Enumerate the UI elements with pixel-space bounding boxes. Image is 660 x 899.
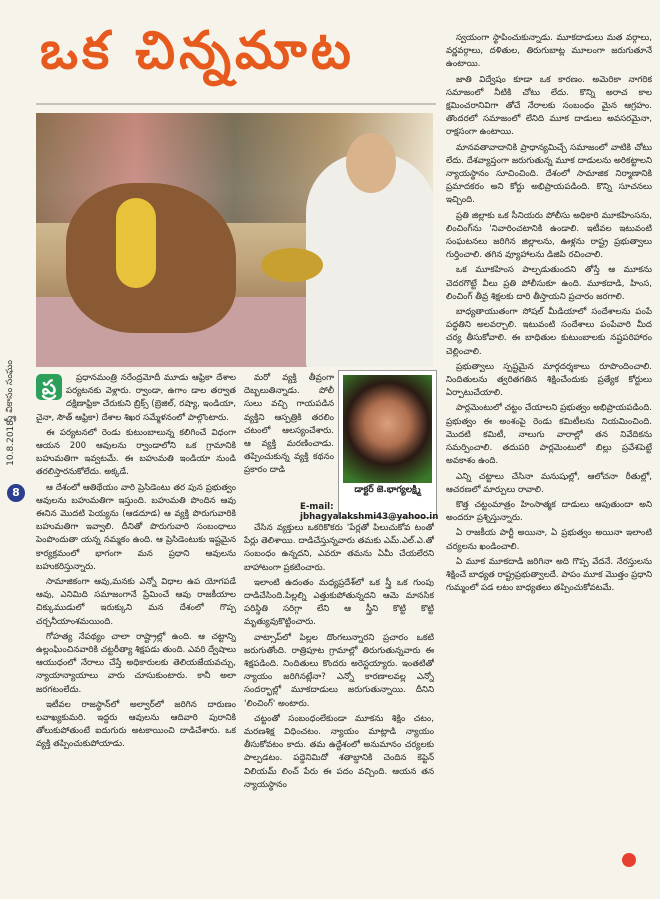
paragraph: ఆ దేశంలో ఆతిథేయం వారి ప్రెసిడెంటు తర పున ప్రభుత్వం ఆవులను బహుమతిగా ఇస్తుంది. బహుమతి పొందిన ఆవు ఈనిన మొదటి పెయ్యను (ఆడదూడ) ఆ వ్యక్తి పొరుగువారికి బహుమతిగా ఇవ్వాలి. దీనితో పొరుగువారి సంబంధాలు పెంపొందుతా యన్న నమ్మకం ఉంది. ఆ ప్రెసిడెంటుకు ఇష్టమైన కార్యక్రమంలో భాగంగా మన ప్రధాని ఆవులను బహుకరిస్తున్నారు. <box>36 482 236 572</box>
paragraph: పార్లమెంటులో చట్టం చేయాలని ప్రభుత్వం అభిప్రాయపడింది. ప్రభుత్వం ఈ అంశంపై రెండు కమిటీలను నియమించింది. మొదటి కమిటీ, నాలుగు వారాల్లో తన నివేదికను సమర్పించాలి. తదుపరి పార్లమెంటులో బిల్లు ప్రవేశపెట్టే అవకాశం ఉంది. <box>446 403 652 467</box>
author-email[interactable]: E-mail: jbhagyalakshmi43@yahoo.in <box>300 502 439 522</box>
paragraph: వాట్సాప్‌లో పిల్లల దొంగలున్నారని ప్రచారం ఒకటి జరుగుతోంది. రాత్రిపూట గ్రామాల్లో తిరుగుతున్నవారు ఈ శిక్షపడింది. నిందితులు కొందరు అరెస్టయ్యారు. ఇంతటితో న్యాయం జరిగినట్లేనా? ఎన్నో కారణాలవల్ల ఎన్నో సందర్భాల్లో మూకదాడులు జరుగుతున్నాయి. దీనిని 'లించింగ్' అంటారు. <box>244 632 434 709</box>
paragraph: గోహత్య నేపథ్యం చాలా రాష్ట్రాల్లో ఉంది. ఆ చట్టాన్ని ఉల్లంఘించినవారికి చట్టరీత్యా శిక్షపడు తుంది. ఎవరి ద్వేషాలు ఆయుధంలో నేరాలు చేస్తే అధికారులకు తెలియజేయవచ్చు, న్యాయాన్యాయాలు వారు చూసుకుంటారు. కానీ అలా జరగటంలేదు. <box>36 631 236 695</box>
paragraph: ప్రధానమంత్రి నరేంద్రమోదీ మూడు ఆఫ్రికా దేశాల పర్యటనకు వెళ్లారు. ర్వాండా, ఉగాం డాల తర్వాత దక్షిణాఫ్రికా చేరుకుని బ్రిక్స్ (బ్రెజిల్, రష్యా, ఇండియా, చైనా, సౌత్ ఆఫ్రికా) దేశాల శిఖర సమ్మేళనంలో పాల్గొంటారు. <box>36 373 236 423</box>
paragraph: జాతి విద్వేషం కూడా ఒక కారణం. అమెరికా నాగరిక సమాజంలో నీటికి చోటు లేదు. కొన్ని అరాచ కాల క్షమించరానివిగా తోచే నేరాలకు సంబంధం మైన ఆగ్రహం. తొందరలో సమాజంలో లేనిది మూక దాడులు అవసరమైనా, రాక్షసంగా ఉంటాయి. <box>446 74 652 138</box>
paragraph: కొత్త చట్టంమాత్రం హింసాత్మక దాడులు ఆపుతుందా అని అందరూ ప్రశ్నిస్తున్నారు. <box>446 499 652 524</box>
issue-date: 10.8.2018 <box>6 420 16 466</box>
paragraph: ఈ పర్యటనలో రెండు కుటుంబాలున్న కలిగించే విధంగా ఆయన 200 ఆవులను ర్వాండాలోని ఒక గ్రామానికి బహుమతిగా ఇవ్వటమే. ఈ బహుమతి ఇండియా నుండి తరలిస్తారనుకోలేదు. అక్కడే. <box>36 427 236 478</box>
paragraph: ఎన్ని చట్టాలు చేసినా మనుషుల్లో, ఆలోచనా రీతుల్లో, ఆచరణలో మార్పులు రావాలి. <box>446 471 652 495</box>
column-3 <box>446 32 652 892</box>
paragraph: స్వయంగా స్థాపించుకున్నాడు. మూకదాడులు మత వర్గాలు, వర్ణవర్గాలు, దళితుల, తిరుగుబాట్ల మూలంగా జరుగుతూనే ఉంటాయి. <box>446 33 652 70</box>
paragraph: ఏ మూక మూకదాడి జరిగినా అది గొప్ప వేదనే. నేరస్తులను శిక్షించే బాధ్యత రాష్ట్రప్రభుత్వాలదే. పాపం మూక మొత్తం ప్రధాని గుమ్మంలో పడ లటం బాధ్యతలు తప్పించుకోవటమే. <box>446 556 652 594</box>
paragraph: ఒక మూకహింస పాల్పడుతుందని తోస్తే ఆ మూకను చెదరగొట్టే వీలు ప్రతి పోలీసుకూ ఉంది. మూకదాడి, హింస, లించింగ్ తీవ్ర శిక్షలకు దారి తీస్తాయని ప్రచారం జరగాలి. <box>446 265 652 302</box>
drop-cap: ప్ర <box>36 374 62 400</box>
paragraph: ఇటీవల రాజస్థాన్‌లో అల్వార్‌లో జరిగిన దారుణం లవాఖ్యకుమరి. ఇద్దరు ఆవులను ఆదివారి పురానికి తోలుకుపోతుంటే ఐదుగురు అటకాయించి దాడిచేశారు. ఒక వ్యక్తి తప్పించుకుపోయాడు. <box>36 699 236 750</box>
paragraph: చేసిన వ్యక్తులు ఒకరికొకరు 'పేర్లతో పిలుచుకోవ టంతో పేర్లు తెలిశాయి. దాడిచేస్తున్నవారు తమకు ఎమ్.ఎల్.ఎ.తో సంబంధం ఉన్నదని, ఎవరూ తమను ఏమీ చేయలేరని బాహాటంగా ప్రకటించారు. <box>244 523 434 573</box>
photo-plate <box>261 248 323 282</box>
paper-name: స్త్రీ వికాసం సంఘం <box>5 360 15 422</box>
divider <box>36 103 436 105</box>
photo-man-head <box>346 133 396 193</box>
author-name: డాక్టర్ జె.భాగ్యలక్ష్మి <box>354 485 421 495</box>
paragraph: బాధ్యతాయుతంగా సోషల్ మీడియాలో సందేశాలను పంపే పద్ధతిని అలవర్చాలి. ఇటువంటి సందేశాలు పంపేవారి మీద చర్య తీసుకోవాలి. ఈ బాధితుల కుటుంబాలకు నష్టపరిహారం చెల్లించాలి. <box>446 307 652 357</box>
page-number-badge: 8 <box>7 484 25 502</box>
end-mark-icon <box>622 853 636 867</box>
column-1 <box>36 372 236 892</box>
page-gutter <box>0 60 32 899</box>
paragraph: చట్టంతో సంబంధంలేకుండా మూకను శిక్షిం చటం, మరణశిక్ష విధించటం. న్యాయం మాట్లాడి న్యాయం తీసుకోవటం కాదు. తమ ఉద్దేశంలో అనుమానం చర్యలకు పాల్పడటం. పద్దెనిమిదో శతాబ్దానికి చెందిన కెప్టెన్ విలియమ్ లించ్ పేరు ఈ పదం వచ్చింది. ఆయన తన న్యాయస్థానం <box>244 713 434 790</box>
title-text: ఒక చిన్నమాట <box>40 21 355 81</box>
photo-garland <box>116 198 156 288</box>
paragraph: ఇలాంటి ఉదంతం మధ్యప్రదేశ్‌లో ఒక స్త్రీ ఒక గుంపు దాడిచేసింది.పిల్లల్ని ఎత్తుకుపోతున్నదని ఆమె మానసిక పరిస్థితి సరిగ్గా లేని ఆ స్త్రీని కొట్టి కొట్టి మృత్యువుకొట్టించారు. <box>244 577 434 628</box>
paragraph: సామాజికంగా ఆవు,మనకు ఎన్నో విధాల ఉప యోగపడే ఆవు, ఎనిమిది సమాజంగానే ప్రేమించే ఆవు రాజకీయాల చిక్కుముడులో ఇరుక్కుని మన దేశంలో గొప్ప చర్చనీయాంశమయింది. <box>36 577 236 627</box>
paragraph: మరో వ్యక్తి తీవ్రంగా దెబ్బలుతిన్నాడు. పోలీ సులు వచ్చి గాయపడిన వ్యక్తిని ఆస్పత్రికి తరలిం చటంలో ఆలస్యంచేశారు. ఆ వ్యక్తి మరణించాడు. తప్పించుకున్న వ్యక్తి కథనం ప్రకారం దాడి <box>244 373 334 476</box>
column-2-bottom <box>244 522 434 892</box>
paragraph: మానవతావాదానికి ప్రాధాన్యమిచ్చే సమాజంలో వాటికి చోటు లేదు. దేశవ్యాప్తంగా జరుగుతున్న మూక దాడులను అరికట్టాలని న్యాయస్థానం సూచించింది. దేశంలో సామాజిక నిర్మాణానికి ప్రమాదకరం అని కోర్టు అభిప్రాయపడింది. కొన్ని సూచనలు ఇచ్చింది. <box>446 142 652 206</box>
author-box <box>338 370 437 518</box>
author-photo <box>343 375 432 483</box>
paragraph: ప్రభుత్వాలు స్పష్టమైన మార్గదర్శకాలు రూపొందించాలి. నిందితులను త్వరితగతిన శిక్షించేందుకు ప్రత్యేక కోర్టులు ఏర్పాటుచేయాలి. <box>446 361 652 399</box>
article-photo <box>36 113 433 367</box>
article-title <box>40 10 430 92</box>
paragraph: ఏ రాజకీయ పార్టీ అయినా, ఏ ప్రభుత్వం అయినా ఇలాంటి చర్యలను ఖండించాలి. <box>446 528 652 552</box>
column-2-top <box>244 372 334 522</box>
paragraph: ప్రతి జిల్లాకు ఒక సీనియరు పోలీసు అధికారి మూకహింసను, లించింగ్‌ను 'నివారించటానికి ఉండాలి. ఇటీవల ఇటువంటి సంఘటనలు జరిగిన జిల్లాలను, ఊళ్లను రాష్ట్ర ప్రభుత్వాలు గుర్తించాలి. తగిన వ్యూహాలను డిజిపి రచించాలి. <box>446 210 652 261</box>
